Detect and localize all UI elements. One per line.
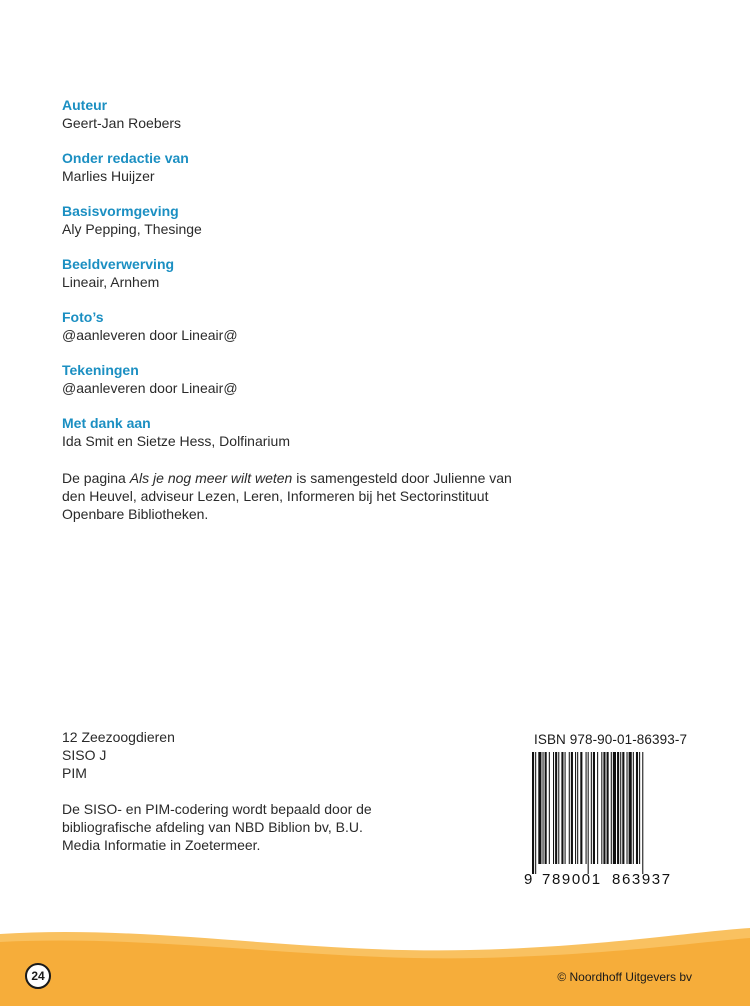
barcode-left-digits: 789001 [542,871,602,888]
barcode-bar [577,752,578,864]
credit-design [62,202,542,238]
barcode-bar [535,752,536,874]
copyright-notice: © Noordhoff Uitgevers bv [557,970,692,984]
credit-heading: Onder redactie van [62,150,189,166]
barcode-bar [555,752,557,864]
barcode-bar [543,752,544,864]
credit-heading: Auteur [62,97,108,113]
barcode-bar [593,752,595,864]
barcode-bar [636,752,638,864]
barcode-bar [617,752,619,864]
barcode-bar [545,752,547,864]
barcode-bar [558,752,559,864]
note-italic-title: Als je nog meer wilt weten [129,470,293,486]
credit-value: Lineair, Arnhem [62,274,160,290]
isbn-label: ISBN 978-90-01-86393-7 [534,732,688,747]
barcode-right-digits: 863937 [612,871,672,888]
barcode-bar [575,752,576,864]
credit-value: @aanleveren door Lineair@ [62,380,238,396]
barcode-bar [607,752,609,864]
page-number-badge: 24 [25,963,51,989]
barcode-graphic [522,752,692,888]
barcode-bar [532,752,534,874]
siso-code-line: SISO J [62,747,107,763]
book-classification [62,728,392,854]
siso-note: De SISO- en PIM-codering wordt bepaald door de bibliografische afdeling van NBD Biblion bv, B.U. Media Informatie in Zoetermeer. [62,801,372,853]
barcode-bar [639,752,640,864]
pim-code-line: PIM [62,765,87,781]
barcode-bar [642,752,643,874]
credit-image-acquisition [62,255,542,291]
credit-heading: Tekeningen [62,362,139,378]
barcode-bar [597,752,598,864]
barcode-bar [580,752,582,864]
credit-value: @aanleveren door Lineair@ [62,327,238,343]
isbn-barcode [522,732,692,888]
credits-list [62,96,542,467]
barcode-bar [553,752,554,864]
credit-author [62,96,542,132]
credit-value: Geert-Jan Roebers [62,115,182,131]
barcode-bar [591,752,592,864]
barcode-bar [620,752,621,864]
footer-band [0,920,750,1006]
credit-editor [62,149,542,185]
barcode-bar [633,752,634,864]
note-suffix: is samengesteld door Julienne van den Heuvel, adviseur Lezen, Leren, Informeren bij het Sectorinstituut Openbare Bibliotheken. [62,470,512,522]
barcode-bar [603,752,605,864]
note-prefix: De pagina [62,470,130,486]
barcode-bar [549,752,550,864]
credit-heading: Met dank aan [62,415,151,431]
compiler-note [62,469,532,523]
barcode-bar [588,752,589,874]
credit-value: Marlies Huijzer [62,168,155,184]
barcode-bar [627,752,628,864]
barcode-bar [629,752,632,864]
credit-drawings [62,361,542,397]
credit-heading: Beeldverwerving [62,256,175,272]
credit-heading: Basisvormgeving [62,203,179,219]
footer-wave [0,920,750,1006]
barcode-bar [565,752,566,864]
credit-heading: Foto’s [62,309,104,325]
barcode-bar [613,752,616,864]
barcode-bar [571,752,573,864]
book-series-line: 12 Zeezoogdieren [62,729,175,745]
barcode-bar [586,752,587,864]
barcode-bar [569,752,570,864]
barcode-bar [538,752,541,864]
barcode-lead-digit: 9 [524,871,533,888]
credit-photos [62,308,542,344]
barcode-bar [611,752,612,864]
credit-value: Aly Pepping, Thesinge [62,221,202,237]
credit-thanks [62,414,542,450]
barcode-bar [622,752,624,864]
barcode-bar [601,752,602,864]
barcode-bar [561,752,563,864]
credit-value: Ida Smit en Sietze Hess, Dolfinarium [62,433,290,449]
